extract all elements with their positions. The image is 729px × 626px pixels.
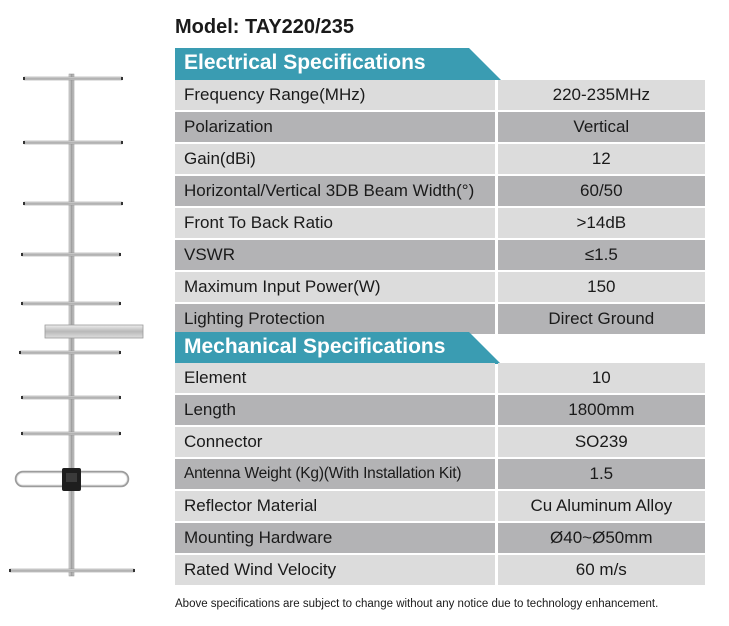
spec-value: 1800mm xyxy=(498,395,705,425)
spec-label: Connector xyxy=(175,427,495,457)
spec-value: 12 xyxy=(498,144,705,174)
yagi-antenna-image xyxy=(0,0,170,626)
spec-label: Rated Wind Velocity xyxy=(175,555,495,585)
spec-value: 1.5 xyxy=(498,459,705,489)
spec-value: 60 m/s xyxy=(498,555,705,585)
table-row xyxy=(175,240,705,270)
mechanical-specs-title: Mechanical Specifications xyxy=(184,335,446,358)
table-row xyxy=(175,555,705,585)
spec-value: >14dB xyxy=(498,208,705,238)
spec-value: Ø40~Ø50mm xyxy=(498,523,705,553)
spec-label: Front To Back Ratio xyxy=(175,208,495,238)
spec-label: VSWR xyxy=(175,240,495,270)
spec-label: Antenna Weight (Kg)(With Installation Kit) xyxy=(175,459,495,489)
spec-value: Vertical xyxy=(498,112,705,142)
spec-value: 150 xyxy=(498,272,705,302)
model-title: Model: TAY220/235 xyxy=(175,16,354,38)
electrical-specs-banner xyxy=(175,48,501,80)
table-row xyxy=(175,459,705,489)
spec-label: Lighting Protection xyxy=(175,304,495,334)
table-row xyxy=(175,427,705,457)
spec-value: 60/50 xyxy=(498,176,705,206)
spec-label: Horizontal/Vertical 3DB Beam Width(°) xyxy=(175,176,495,206)
table-row xyxy=(175,304,705,334)
spec-value: SO239 xyxy=(498,427,705,457)
spec-value: 10 xyxy=(498,363,705,393)
table-row xyxy=(175,523,705,553)
spec-label: Reflector Material xyxy=(175,491,495,521)
table-row xyxy=(175,491,705,521)
mechanical-specs-banner xyxy=(175,332,501,364)
mechanical-specs-table xyxy=(175,363,705,587)
spec-value: 220-235MHz xyxy=(498,80,705,110)
table-row xyxy=(175,272,705,302)
disclaimer-footnote: Above specifications are subject to change without any notice due to technology enhancement. xyxy=(175,598,659,610)
spec-value: Cu Aluminum Alloy xyxy=(498,491,705,521)
table-row xyxy=(175,112,705,142)
table-row xyxy=(175,363,705,393)
spec-label: Polarization xyxy=(175,112,495,142)
spec-value: Direct Ground xyxy=(498,304,705,334)
electrical-specs-table xyxy=(175,80,705,336)
table-row xyxy=(175,395,705,425)
table-row xyxy=(175,176,705,206)
spec-value: ≤1.5 xyxy=(498,240,705,270)
spec-label: Mounting Hardware xyxy=(175,523,495,553)
spec-label: Length xyxy=(175,395,495,425)
spec-label: Gain(dBi) xyxy=(175,144,495,174)
table-row xyxy=(175,80,705,110)
spec-label: Frequency Range(MHz) xyxy=(175,80,495,110)
spec-label: Maximum Input Power(W) xyxy=(175,272,495,302)
table-row xyxy=(175,144,705,174)
spec-label: Element xyxy=(175,363,495,393)
electrical-specs-title: Electrical Specifications xyxy=(184,51,426,74)
table-row xyxy=(175,208,705,238)
